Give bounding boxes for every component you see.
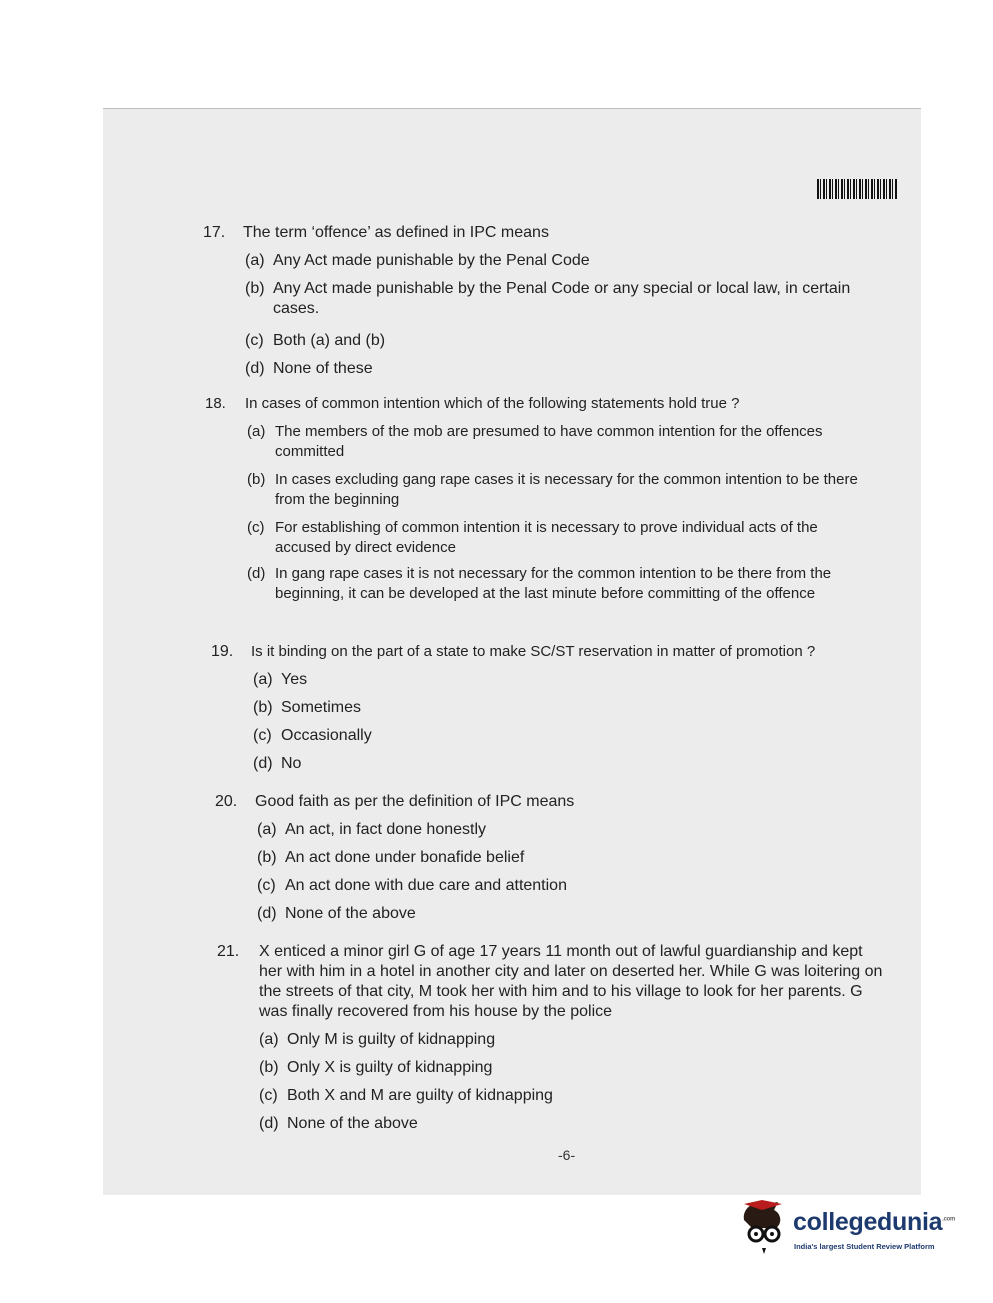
question-number: 20. — [215, 793, 238, 810]
option-b: (b) Sometimes — [253, 699, 362, 716]
question-18 — [205, 394, 885, 624]
brand-name: collegedunia$^{.com}$ — [793, 1208, 956, 1236]
question-19 — [211, 642, 891, 782]
brand-com: .com — [942, 1216, 956, 1223]
option-d: (d) No — [253, 755, 302, 772]
option-c: (c) Both X and M are guilty of kidnapping — [259, 1087, 553, 1104]
question-number: 19. — [211, 643, 234, 660]
option-b: (b) Only X is guilty of kidnapping — [259, 1059, 493, 1076]
question-21 — [217, 942, 897, 1142]
brand-tagline: India's largest Student Review Platform — [794, 1242, 935, 1251]
option-c: (c) An act done with due care and attention — [257, 877, 567, 894]
option-a: (a) An act, in fact done honestly — [257, 821, 487, 838]
scanned-page — [103, 108, 921, 1195]
question-text: Is it binding on the part of a state to make SC/ST reservation in matter of promotion ? — [251, 643, 816, 660]
option-a: (a) Only M is guilty of kidnapping — [259, 1031, 496, 1048]
option-c: (c) Both (a) and (b) — [245, 332, 386, 349]
question-text: In cases of common intention which of the following statements hold true ? — [245, 395, 740, 412]
option-d: (d) None of the above — [257, 905, 416, 922]
option-a: (a) Yes — [253, 671, 308, 688]
question-number: 18. — [205, 395, 226, 412]
question-20 — [215, 792, 895, 932]
question-text: X enticed a minor girl G of age 17 years 11 month out of lawful guardianship and kept her with him in a hotel in another city and later on deserted her. While G was loitering on the streets of that city, M took her with him and to his village to look for her parents. G was finally recovered from his house by the police — [259, 943, 883, 1020]
collegedunia-logo — [738, 1198, 968, 1258]
question-text: Good faith as per the definition of IPC means — [255, 793, 575, 810]
option-c: (c) Occasionally — [253, 727, 372, 744]
option-d: (d) In gang rape cases it is not necessary for the common intention to be there from the beginning, it can be developed at the last minute before committing of the offence — [247, 565, 832, 602]
option-b: (b) An act done under bonafide belief — [257, 849, 525, 866]
barcode — [817, 179, 897, 199]
mascot-icon — [738, 1198, 792, 1254]
option-c: (c) For establishing of common intention it is necessary to prove individual acts of the accused by direct evidence — [247, 519, 818, 556]
page-number: -6- — [558, 1147, 576, 1163]
option-b: (b) In cases excluding gang rape cases it is necessary for the common intention to be there from the beginning — [247, 471, 858, 508]
option-d: (d) None of the above — [259, 1115, 418, 1132]
question-text: The term ‘offence’ as defined in IPC means — [243, 224, 549, 241]
option-b: (b) Any Act made punishable by the Penal Code or any special or local law, in certain cases. — [245, 280, 851, 317]
option-a: (a) The members of the mob are presumed to have common intention for the offences committed — [247, 423, 823, 460]
option-a: (a) Any Act made punishable by the Penal Code — [245, 252, 590, 269]
question-17 — [203, 223, 883, 377]
option-d: (d) None of these — [245, 360, 373, 377]
question-number: 21. — [217, 943, 240, 960]
question-number: 17. — [203, 224, 226, 241]
